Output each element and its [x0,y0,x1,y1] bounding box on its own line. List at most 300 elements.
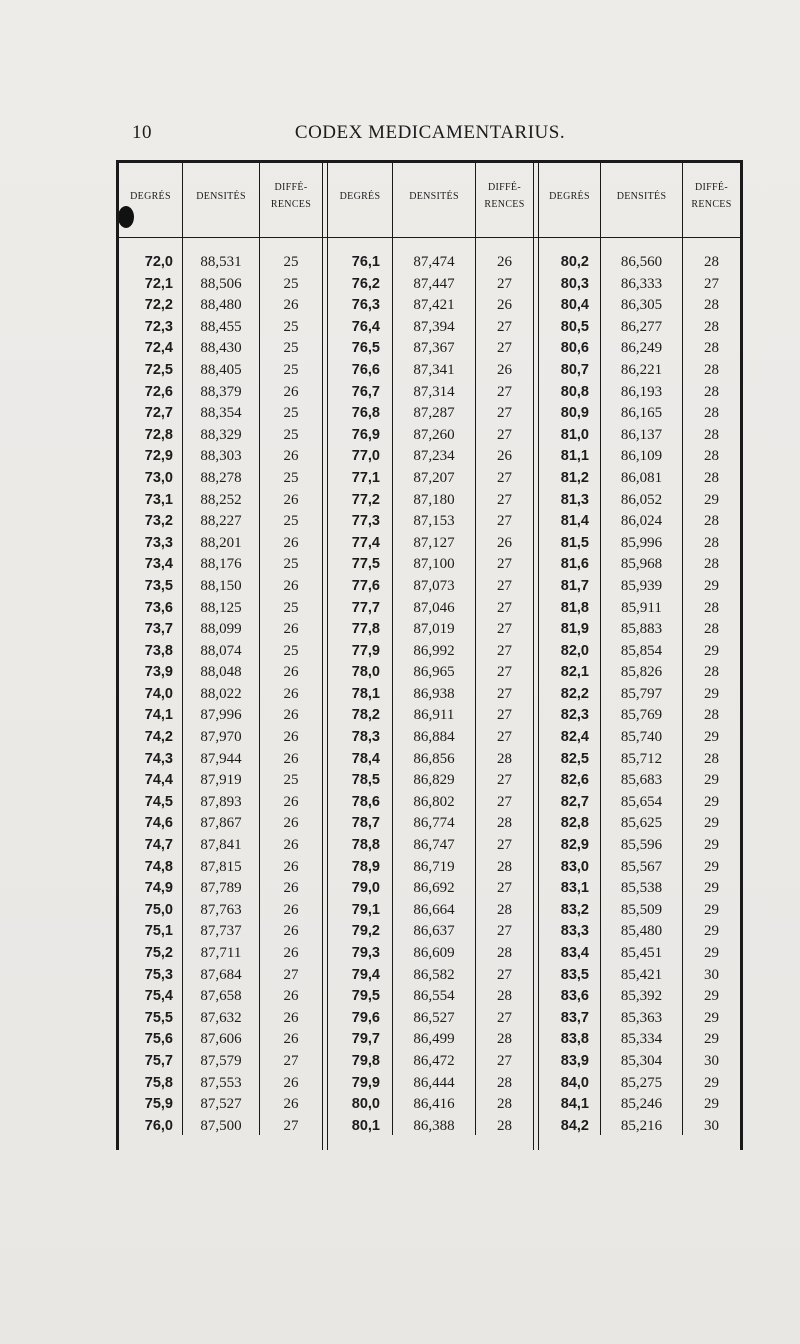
densite-cell: 85,797 [620,685,663,702]
degres-cell: 82,6 [560,772,589,789]
table-row [116,1008,742,1030]
densite-cell: 86,747 [413,837,455,854]
degres-cell: 75,1 [144,923,173,940]
difference-cell: 26 [283,577,299,594]
degres-cell: 78,7 [351,815,380,832]
degres-cell: 83,5 [560,966,589,983]
densite-cell: 87,944 [200,750,242,767]
degres-cell: 80,8 [560,383,589,400]
degres-cell: 78,9 [351,858,380,875]
degres-cell: 73,9 [144,664,173,681]
degres-cell: 79,2 [351,923,380,940]
densite-cell: 88,354 [200,405,242,422]
difference-cell: 27 [497,340,512,357]
densite-cell: 87,180 [413,491,455,508]
degres-cell: 83,0 [560,858,589,875]
degres-cell: 75,4 [144,988,173,1005]
degres-cell: 82,2 [560,685,589,702]
degres-cell: 72,8 [144,426,173,443]
difference-cell: 27 [497,685,512,702]
difference-cell: 27 [283,1117,299,1134]
densite-cell: 85,769 [620,707,663,724]
difference-cell: 27 [497,621,512,638]
difference-cell: 26 [283,880,299,897]
densite-cell: 85,740 [620,729,663,746]
table-row [116,1029,742,1051]
degres-cell: 80,4 [560,297,589,314]
densite-cell: 87,314 [413,383,455,400]
difference-cell: 28 [704,664,719,681]
degres-cell: 77,0 [351,448,380,465]
degres-cell: 72,4 [144,340,173,357]
densite-cell: 86,719 [413,858,455,875]
difference-cell: 29 [704,685,719,702]
densite-cell: 87,073 [413,577,455,594]
difference-cell: 26 [283,1031,299,1048]
densite-cell: 88,227 [200,513,242,530]
degres-cell: 79,6 [351,1009,380,1026]
densite-cell: 85,567 [620,858,663,875]
degres-cell: 84,2 [560,1117,589,1134]
table-row [116,705,742,727]
degres-cell: 80,9 [560,405,589,422]
difference-cell: 27 [497,642,512,659]
difference-cell: 26 [497,254,512,270]
difference-cell: 27 [497,513,512,530]
degres-cell: 81,9 [560,621,589,638]
densite-cell: 86,884 [413,729,455,746]
densite-cell: 86,965 [413,664,455,681]
densite-cell: 87,421 [413,297,455,314]
degres-cell: 74,7 [144,837,173,854]
degres-cell: 82,7 [560,793,589,810]
degres-cell: 80,0 [351,1096,380,1113]
difference-cell: 29 [704,858,719,875]
difference-cell: 26 [283,448,299,465]
degres-cell: 83,4 [560,945,589,961]
difference-cell: 26 [283,685,299,702]
table-row [116,641,742,663]
densite-cell: 88,480 [200,297,242,314]
densite-cell: 86,416 [413,1096,455,1113]
difference-cell: 29 [704,815,719,832]
difference-cell: 26 [497,361,512,378]
degres-cell: 79,4 [351,966,380,983]
table-row [116,360,742,382]
densite-cell: 85,654 [620,793,663,810]
table-row [116,857,742,879]
densite-cell: 86,052 [620,491,663,508]
degres-cell: 72,3 [144,318,173,335]
degres-cell: 81,0 [560,426,589,443]
difference-cell: 25 [283,254,299,270]
densite-cell: 85,996 [620,534,663,551]
densite-cell: 87,474 [413,254,455,270]
difference-cell: 28 [497,1074,512,1091]
densite-cell: 88,125 [200,599,242,616]
difference-cell: 29 [704,491,719,508]
densite-cell: 87,341 [413,361,455,378]
table-row [116,749,742,771]
table-row [116,511,742,533]
difference-cell: 28 [704,556,719,573]
densite-cell: 85,911 [621,599,662,616]
densite-cell: 87,287 [413,405,455,422]
header-densites-2: DENSITÉS [409,190,459,202]
densite-cell: 85,968 [620,556,663,573]
table-row [116,943,742,965]
difference-cell: 28 [497,901,512,918]
difference-cell: 26 [283,988,299,1005]
densite-cell: 88,201 [200,534,242,551]
difference-cell: 27 [497,383,512,400]
table-row [116,921,742,943]
difference-cell: 30 [704,966,719,983]
degres-cell: 75,7 [144,1052,173,1069]
difference-cell: 28 [497,945,512,961]
densite-cell: 86,911 [413,707,455,724]
table-row [116,338,742,360]
densite-cell: 86,277 [620,318,663,335]
degres-cell: 77,8 [351,621,380,638]
degres-cell: 83,6 [560,988,589,1005]
difference-cell: 26 [283,707,299,724]
degres-cell: 81,7 [560,577,589,594]
densite-cell: 86,829 [413,772,455,789]
difference-cell: 28 [497,988,512,1005]
densite-cell: 85,509 [620,901,663,918]
densite-cell: 87,579 [200,1052,242,1069]
densite-cell: 88,379 [200,383,242,400]
densite-cell: 87,658 [200,988,242,1005]
difference-cell: 26 [497,297,512,314]
header-densites-1: DENSITÉS [196,190,246,202]
densite-cell: 88,531 [200,254,242,270]
degres-cell: 82,4 [560,729,589,746]
table-row [116,878,742,900]
table-row [116,274,742,296]
densite-cell: 88,048 [200,664,242,681]
difference-cell: 27 [497,772,512,789]
difference-cell: 29 [704,1009,719,1026]
degres-cell: 76,5 [351,340,380,357]
degres-cell: 75,5 [144,1009,173,1026]
densite-cell: 88,430 [200,340,242,357]
densite-cell: 85,480 [620,923,663,940]
header-differences-3: DIFFÉ- RENCES [691,182,732,210]
densite-cell: 88,455 [200,318,242,335]
densite-cell: 88,303 [200,448,242,465]
densite-cell: 86,472 [413,1052,455,1069]
table-row [116,425,742,447]
table-row [116,965,742,987]
degres-cell: 75,2 [144,945,173,961]
degres-cell: 76,2 [351,275,380,292]
degres-cell: 76,6 [351,361,380,378]
densite-cell: 88,074 [200,642,242,659]
difference-cell: 28 [704,426,719,443]
densite-cell: 88,099 [200,621,242,638]
difference-cell: 27 [497,880,512,897]
densite-cell: 86,193 [620,383,663,400]
table-row [116,727,742,749]
densite-cell: 85,304 [620,1052,663,1069]
table-row [116,533,742,555]
densite-cell: 88,150 [200,577,242,594]
table-row [116,792,742,814]
difference-cell: 29 [704,793,719,810]
densite-cell: 86,774 [413,815,455,832]
degres-cell: 81,2 [560,469,589,486]
difference-cell: 29 [704,945,719,961]
degres-cell: 79,8 [351,1052,380,1069]
difference-cell: 28 [704,621,719,638]
degres-cell: 73,6 [144,599,173,616]
table-row [116,554,742,576]
densite-cell: 88,506 [200,275,242,292]
difference-cell: 28 [704,297,719,314]
degres-cell: 74,8 [144,858,173,875]
degres-cell: 76,3 [351,297,380,314]
difference-cell: 29 [704,988,719,1005]
densite-cell: 85,883 [620,621,663,638]
densite-cell: 87,447 [413,275,455,292]
difference-cell: 29 [704,923,719,940]
difference-cell: 26 [283,664,299,681]
degres-cell: 78,0 [351,664,380,681]
densite-cell: 87,234 [413,448,455,465]
difference-cell: 29 [704,1031,719,1048]
degres-cell: 73,5 [144,577,173,594]
difference-cell: 26 [283,297,299,314]
difference-cell: 27 [497,318,512,335]
densite-cell: 87,763 [200,901,242,918]
degres-cell: 74,9 [144,880,173,897]
table-body [116,252,742,1137]
difference-cell: 25 [283,599,299,616]
table-row [116,770,742,792]
table-row [116,446,742,468]
running-head: CODEX MEDICAMENTARIUS. [294,122,566,143]
degres-cell: 77,5 [351,556,380,573]
table-row [116,468,742,490]
densite-cell: 87,100 [413,556,455,573]
degres-cell: 74,4 [144,772,173,789]
densite-cell: 85,246 [620,1096,663,1113]
degres-cell: 72,5 [144,361,173,378]
difference-cell: 28 [704,318,719,335]
table-row [116,1073,742,1095]
densite-cell: 87,711 [200,945,242,961]
densite-cell: 87,500 [200,1117,242,1134]
densite-cell: 85,854 [620,642,663,659]
difference-cell: 26 [497,448,512,465]
degres-cell: 82,8 [560,815,589,832]
densite-cell: 87,632 [200,1009,242,1026]
difference-cell: 26 [497,534,512,551]
densite-cell: 87,127 [413,534,455,551]
header-differences-2: DIFFÉ- RENCES [484,182,525,210]
difference-cell: 25 [283,361,299,378]
degres-cell: 80,1 [351,1117,380,1134]
table-row [116,619,742,641]
difference-cell: 26 [283,729,299,746]
densite-cell: 87,394 [413,318,455,335]
densite-cell: 87,207 [413,469,455,486]
degres-cell: 72,7 [144,405,173,422]
densite-cell: 86,527 [413,1009,455,1026]
difference-cell: 27 [497,556,512,573]
difference-cell: 28 [497,858,512,875]
difference-cell: 27 [497,729,512,746]
densite-cell: 85,596 [620,837,663,854]
header-degres-2: DEGRÉS [339,190,381,202]
densite-cell: 85,939 [620,577,663,594]
degres-cell: 82,1 [560,664,589,681]
degres-cell: 77,2 [351,491,380,508]
densite-cell: 88,176 [200,556,242,573]
difference-cell: 28 [497,1031,512,1048]
densite-cell: 85,826 [620,664,663,681]
difference-cell: 25 [283,405,299,422]
degres-cell: 81,8 [560,599,589,616]
degres-cell: 75,9 [144,1096,173,1113]
difference-cell: 27 [497,577,512,594]
densite-cell: 88,329 [200,426,242,443]
degres-cell: 81,4 [560,513,589,530]
degres-cell: 84,1 [560,1096,589,1113]
table-row [116,295,742,317]
densite-cell: 85,538 [620,880,663,897]
densite-cell: 86,024 [620,513,663,530]
difference-cell: 29 [704,901,719,918]
degres-cell: 79,1 [351,901,380,918]
degres-cell: 80,2 [560,254,589,270]
difference-cell: 28 [704,469,719,486]
difference-cell: 25 [283,426,299,443]
degres-cell: 81,6 [560,556,589,573]
difference-cell: 29 [704,642,719,659]
degres-cell: 78,1 [351,685,380,702]
difference-cell: 26 [283,793,299,810]
difference-cell: 28 [497,815,512,832]
difference-cell: 27 [497,707,512,724]
degres-cell: 83,3 [560,923,589,940]
difference-cell: 27 [497,405,512,422]
difference-cell: 29 [704,729,719,746]
densite-cell: 87,553 [200,1074,242,1091]
degres-cell: 83,2 [560,901,589,918]
degres-cell: 74,0 [144,685,173,702]
density-table [116,160,742,1150]
densite-cell: 87,996 [200,707,242,724]
degres-cell: 78,6 [351,793,380,810]
densite-cell: 85,334 [620,1031,663,1048]
degres-cell: 73,1 [144,491,173,508]
difference-cell: 26 [283,1009,299,1026]
degres-cell: 73,8 [144,642,173,659]
table-row [116,317,742,339]
densite-cell: 87,684 [200,966,242,983]
densite-cell: 85,421 [620,966,663,983]
difference-cell: 27 [497,599,512,616]
table-row [116,576,742,598]
densite-cell: 87,815 [200,858,242,875]
difference-cell: 27 [497,923,512,940]
header-degres-3: DEGRÉS [549,190,590,202]
difference-cell: 27 [497,491,512,508]
page-number: 10 [132,122,152,143]
densite-cell: 87,153 [413,513,455,530]
difference-cell: 30 [704,1052,719,1069]
difference-cell: 26 [283,383,299,400]
difference-cell: 27 [497,793,512,810]
densite-cell: 86,081 [620,469,663,486]
difference-cell: 28 [704,254,719,270]
difference-cell: 28 [704,361,719,378]
densite-cell: 86,109 [620,448,663,465]
densite-cell: 88,405 [200,361,242,378]
table-row [116,1116,742,1138]
densite-cell: 88,252 [200,491,242,508]
difference-cell: 28 [704,405,719,422]
degres-cell: 77,3 [351,513,380,530]
header-degres-1: DEGRÉS [130,190,171,202]
densite-cell: 87,867 [200,815,242,832]
densite-cell: 86,856 [413,750,455,767]
difference-cell: 29 [704,577,719,594]
densite-cell: 86,499 [413,1031,455,1048]
degres-cell: 83,8 [560,1031,589,1048]
degres-cell: 83,7 [560,1009,589,1026]
degres-cell: 82,3 [560,707,589,724]
degres-cell: 77,4 [351,534,380,551]
degres-cell: 75,3 [144,966,173,983]
densite-cell: 85,363 [620,1009,663,1026]
difference-cell: 28 [497,1117,512,1134]
degres-cell: 72,0 [144,254,173,270]
difference-cell: 25 [283,275,299,292]
difference-cell: 26 [283,1074,299,1091]
densite-cell: 86,137 [620,426,663,443]
densite-cell: 85,683 [620,772,663,789]
degres-cell: 78,5 [351,772,380,789]
densite-cell: 86,249 [620,340,663,357]
degres-cell: 82,5 [560,750,589,767]
difference-cell: 27 [497,426,512,443]
degres-cell: 75,6 [144,1031,173,1048]
densite-cell: 86,560 [620,254,663,270]
header-densites-3: DENSITÉS [616,190,667,202]
densite-cell: 86,664 [413,901,455,918]
degres-cell: 82,0 [560,642,589,659]
densite-cell: 85,216 [620,1117,663,1134]
difference-cell: 26 [283,621,299,638]
densite-cell: 85,712 [620,750,663,767]
table-row [116,403,742,425]
difference-cell: 27 [497,664,512,681]
header-differences-1: DIFFÉ- RENCES [270,182,312,210]
difference-cell: 25 [283,556,299,573]
difference-cell: 26 [283,923,299,940]
degres-cell: 76,4 [351,318,380,335]
difference-cell: 26 [283,901,299,918]
degres-cell: 72,9 [144,448,173,465]
difference-cell: 27 [497,966,512,983]
difference-cell: 27 [497,275,512,292]
degres-cell: 74,1 [144,707,173,724]
densite-cell: 86,554 [413,988,455,1005]
